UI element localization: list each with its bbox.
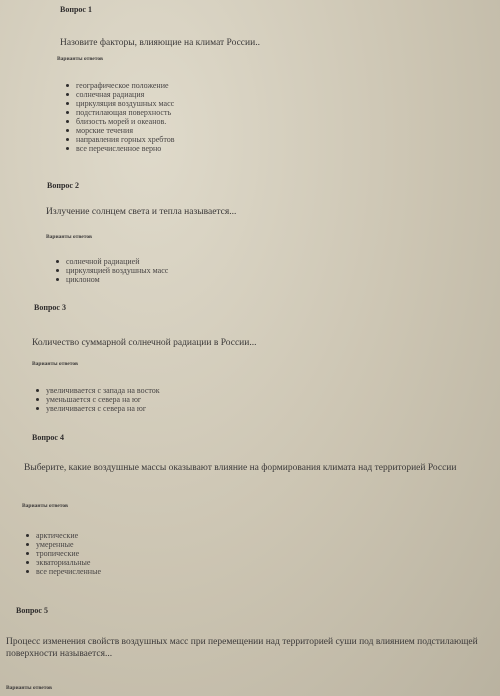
question-heading: Вопрос 4 — [32, 433, 64, 442]
answer-option: циркуляция воздушных масс — [66, 99, 175, 108]
answer-option: циклоном — [56, 275, 168, 284]
answer-option: морские течения — [66, 126, 175, 135]
answer-option: географическое положение — [66, 81, 175, 90]
answer-option: тропические — [26, 549, 101, 558]
question-text: Количество суммарной солнечной радиации в России... — [32, 338, 257, 348]
question-heading: Вопрос 3 — [34, 303, 66, 312]
answer-option: близость морей и океанов. — [66, 117, 175, 126]
answer-options-heading: Варианты ответов — [57, 56, 103, 62]
answer-option: увеличивается с запада на восток — [36, 386, 160, 395]
answer-option: циркуляцией воздушных масс — [56, 266, 168, 275]
question-text: Излучение солнцем света и тепла называется... — [46, 207, 237, 217]
answer-option: экваториальные — [26, 558, 101, 567]
question-text: Назовите факторы, влияющие на климат России.. — [60, 38, 260, 48]
question-heading: Вопрос 5 — [16, 606, 48, 615]
answer-options-list — [56, 257, 168, 284]
question-heading: Вопрос 1 — [60, 5, 92, 14]
answer-options-heading: Варианты ответов — [22, 503, 68, 509]
answer-options-list — [66, 81, 175, 153]
question-heading: Вопрос 2 — [47, 181, 79, 190]
answer-options-heading: Варианты ответов — [46, 234, 92, 240]
answer-options-list — [26, 531, 101, 576]
question-text: Процесс изменения свойств воздушных масс при перемещении над территорией суши под влиянием подстилающей поверхности называется... — [6, 637, 478, 659]
answer-options-list — [36, 386, 160, 413]
answer-option: умеренные — [26, 540, 101, 549]
answer-options-heading: Варианты ответов — [6, 685, 52, 691]
answer-option: уменьшается с севера на юг — [36, 395, 160, 404]
answer-option: направления горных хребтов — [66, 135, 175, 144]
answer-option: все перечисленные — [26, 567, 101, 576]
answer-options-heading: Варианты ответов — [32, 361, 78, 367]
answer-option: арктические — [26, 531, 101, 540]
question-text: Выберите, какие воздушные массы оказывают влияние на формирования климата над территорией России — [24, 463, 457, 473]
answer-option: солнечной радиацией — [56, 257, 168, 266]
answer-option: подстилающая поверхность — [66, 108, 175, 117]
answer-option: увеличивается с севера на юг — [36, 404, 160, 413]
answer-option: солнечная радиация — [66, 90, 175, 99]
answer-option: все перечисленное верно — [66, 144, 175, 153]
